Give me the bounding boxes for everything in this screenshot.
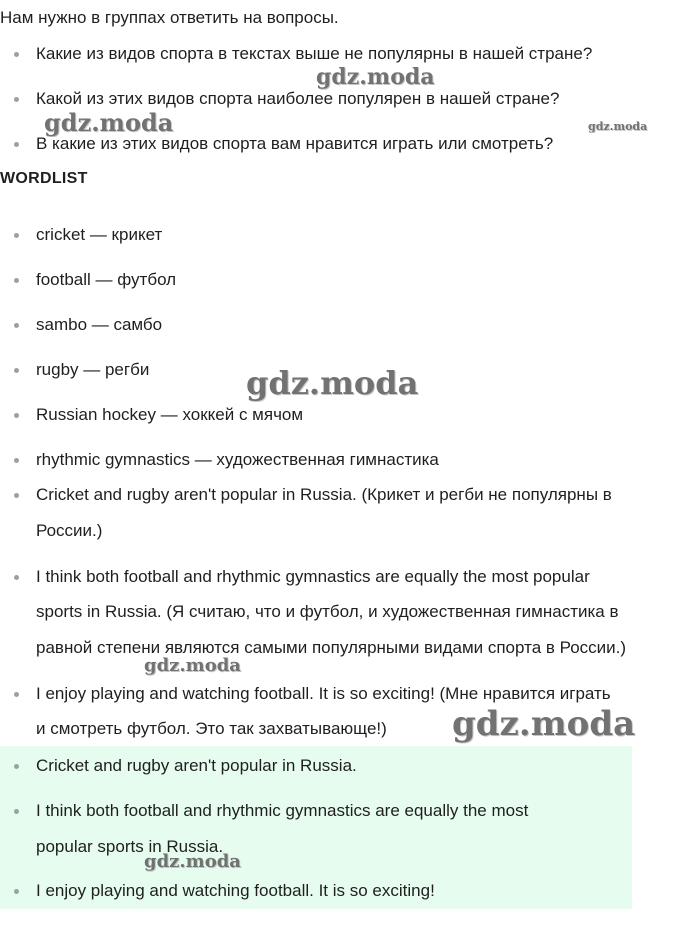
answer-line: России.) bbox=[36, 521, 103, 540]
answer-line: и смотреть футбол. Это так захватывающе!) bbox=[36, 719, 387, 738]
bullet-icon bbox=[14, 413, 19, 418]
watermark: gdz.moda bbox=[144, 851, 241, 872]
bullet-icon bbox=[14, 493, 19, 498]
bullet-icon bbox=[14, 809, 19, 814]
watermark: gdz.moda bbox=[144, 655, 241, 676]
watermark: gdz.moda bbox=[316, 64, 435, 90]
answer-line: Cricket and rugby aren't popular in Russia. (Крикет и регби не популярны в bbox=[36, 485, 612, 504]
answer-line: I think both football and rhythmic gymnastics are equally the most popular bbox=[36, 567, 590, 586]
word-entry: rugby — регби bbox=[36, 360, 150, 379]
answer-line: Cricket and rugby aren't popular in Russia. bbox=[36, 756, 357, 775]
bullet-icon bbox=[14, 692, 19, 697]
bullet-icon bbox=[14, 278, 19, 283]
word-entry: cricket — крикет bbox=[36, 225, 163, 244]
word-entry: Russian hockey — хоккей с мячом bbox=[36, 405, 304, 424]
bullet-icon bbox=[14, 142, 19, 147]
word-entry: football — футбол bbox=[36, 270, 177, 289]
bullet-icon bbox=[14, 575, 19, 580]
watermark: gdz.moda bbox=[44, 108, 174, 137]
bullet-icon bbox=[14, 764, 19, 769]
watermark: gdz.moda bbox=[452, 704, 636, 744]
bullet-icon bbox=[14, 97, 19, 102]
bullet-icon bbox=[14, 233, 19, 238]
question-text: В какие из этих видов спорта вам нравится играть или смотреть? bbox=[36, 134, 554, 153]
bullet-icon bbox=[14, 52, 19, 57]
question-text: Какие из видов спорта в текстах выше не популярны в нашей стране? bbox=[36, 44, 593, 63]
answer-line: sports in Russia. (Я считаю, что и футбол, и художественная гимнастика в bbox=[36, 602, 619, 621]
answer-line: I enjoy playing and watching football. It is so exciting! bbox=[36, 881, 435, 900]
answer-line: I enjoy playing and watching football. It is so exciting! (Мне нравится играть bbox=[36, 684, 611, 703]
answer-line: равной степени являются самыми популярными видами спорта в России.) bbox=[36, 638, 627, 657]
question-text: Какой из этих видов спорта наиболее популярен в нашей стране? bbox=[36, 89, 560, 108]
watermark: gdz.moda bbox=[246, 364, 419, 402]
bullet-icon bbox=[14, 889, 19, 894]
answer-line: popular sports in Russia. bbox=[36, 837, 224, 856]
bullet-icon bbox=[14, 458, 19, 463]
bullet-icon bbox=[14, 323, 19, 328]
bullet-icon bbox=[14, 368, 19, 373]
wordlist-heading: WORDLIST bbox=[0, 170, 88, 187]
watermark: gdz.moda bbox=[588, 120, 648, 133]
word-entry: sambo — самбо bbox=[36, 315, 163, 334]
word-entry: rhythmic gymnastics — художественная гимнастика bbox=[36, 450, 439, 469]
intro-text: Нам нужно в группах ответить на вопросы. bbox=[0, 8, 339, 27]
answer-line: I think both football and rhythmic gymnastics are equally the most bbox=[36, 801, 529, 820]
